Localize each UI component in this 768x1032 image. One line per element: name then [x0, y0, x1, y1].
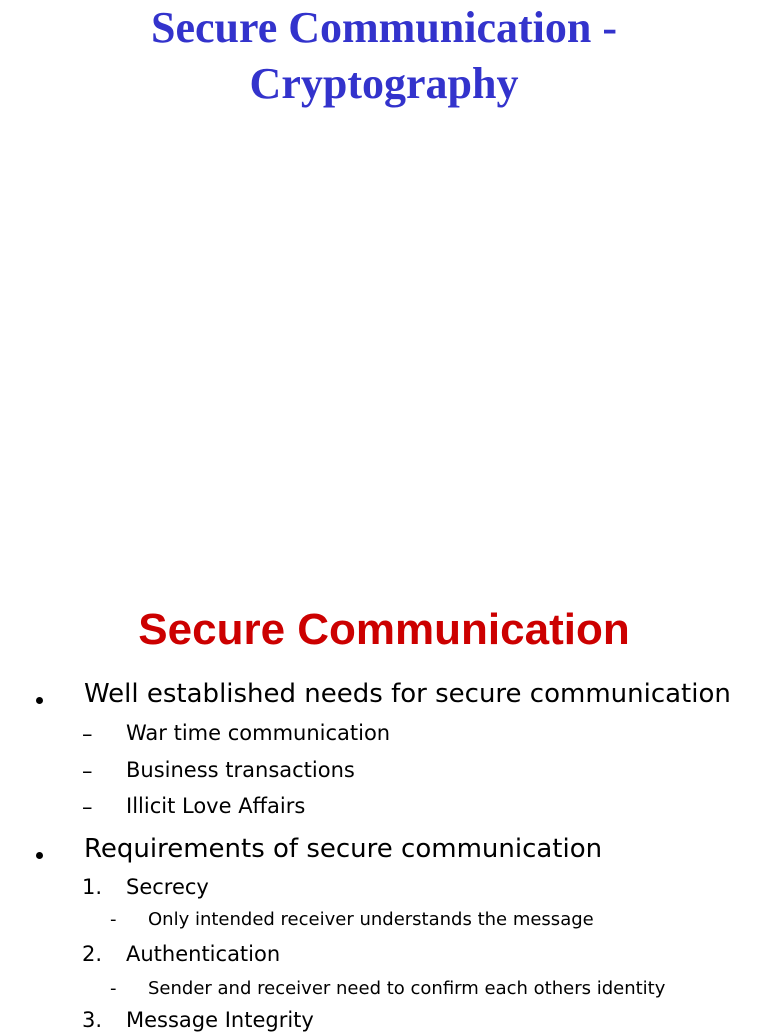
slide-2 — [0, 560, 768, 1032]
sub-item-text: Illicit Love Affairs — [126, 794, 306, 818]
detail-text: Sender and receiver need to confirm each others identity — [148, 978, 666, 999]
slide-title-line-1: Secure Communication - — [150, 3, 618, 52]
sub-item-text: Message Integrity — [126, 1008, 314, 1032]
bullet-text: Well established needs for secure communication — [84, 679, 731, 709]
dash-marker: – — [82, 795, 93, 819]
dash-marker: – — [82, 759, 93, 783]
dash-marker: – — [82, 722, 93, 746]
dash-marker: - — [110, 978, 117, 999]
sub-item-text: Secrecy — [126, 875, 209, 899]
slide-heading: Secure Communication — [138, 605, 630, 654]
bullet-icon — [36, 697, 43, 704]
bullet-icon — [36, 852, 43, 859]
detail-text: Only intended receiver understands the message — [148, 909, 594, 930]
number-marker: 1. — [82, 875, 103, 899]
slide-title-line-2: Cryptography — [249, 59, 519, 108]
sub-item-text: War time communication — [126, 721, 391, 745]
sub-item-text: Authentication — [126, 942, 281, 966]
dash-marker: - — [110, 909, 117, 930]
number-marker: 2. — [82, 942, 103, 966]
number-marker: 3. — [82, 1008, 103, 1032]
bullet-text: Requirements of secure communication — [84, 834, 603, 864]
sub-item-text: Business transactions — [126, 758, 355, 782]
